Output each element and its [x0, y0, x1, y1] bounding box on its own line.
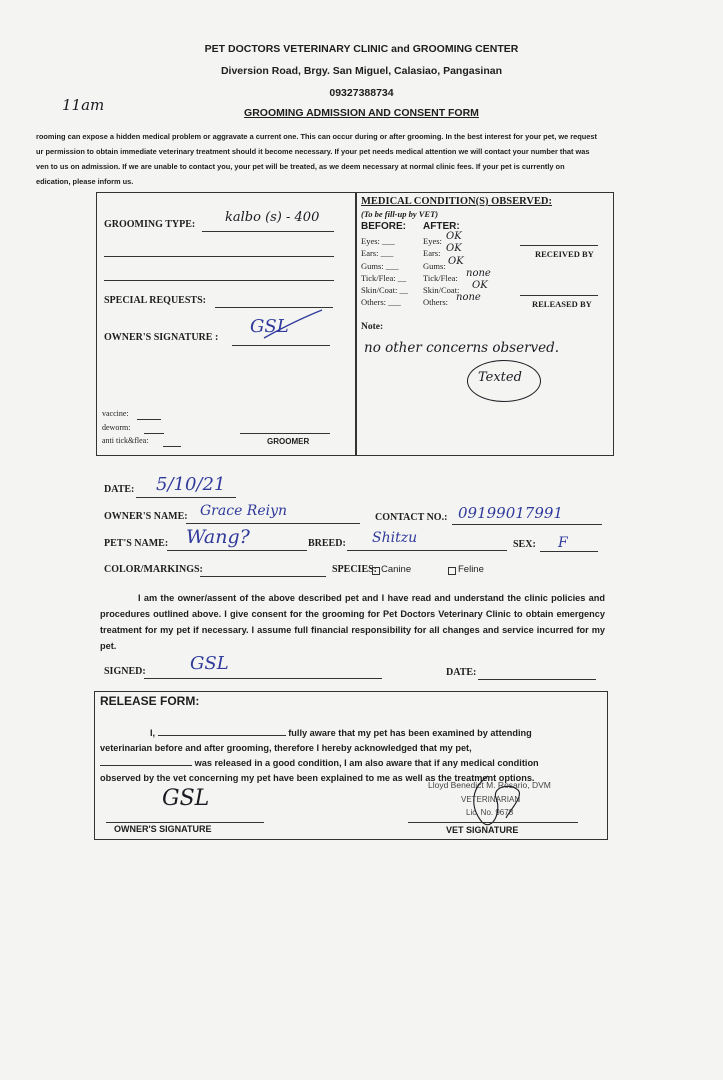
- owner-signature-value[interactable]: GSL: [250, 316, 289, 337]
- note-label: Note:: [361, 322, 384, 332]
- signed-line: [144, 677, 382, 679]
- groomer-line: [240, 432, 330, 434]
- before-item: Eyes: ___: [361, 236, 395, 246]
- before-label: BEFORE:: [361, 221, 406, 232]
- released-by-line: [520, 294, 598, 296]
- owner-name-label: OWNER'S NAME:: [104, 511, 188, 522]
- released-by-label: RELEASED BY: [532, 299, 592, 309]
- before-item: Ears: ___: [361, 248, 394, 259]
- release-line: was released in a good condition, I am also aware that if any medical condition: [100, 756, 602, 771]
- date-line: [136, 496, 236, 498]
- color-markings-label: COLOR/MARKINGS:: [104, 564, 203, 575]
- signature-stroke-icon: [262, 308, 326, 344]
- after-value[interactable]: OK: [446, 231, 462, 242]
- after-value[interactable]: OK: [472, 280, 488, 292]
- sex-value[interactable]: F: [558, 535, 568, 551]
- intro-line: rooming can expose a hidden medical problem or aggravate a current one. This can occur during or after grooming. In the best interest for your pet, we request: [36, 132, 597, 141]
- after-value[interactable]: none: [466, 267, 491, 279]
- owner-name-value[interactable]: Grace Reiyn: [200, 503, 288, 519]
- canine-checkbox[interactable]: [372, 567, 380, 575]
- grooming-type-line: [202, 230, 334, 232]
- after-value[interactable]: none: [456, 292, 481, 304]
- special-requests-label: SPECIAL REQUESTS:: [104, 295, 206, 306]
- contact-line: [452, 523, 602, 525]
- after-values: [446, 231, 491, 305]
- after-item: Gums:: [423, 260, 446, 271]
- after-item: Ears:: [423, 248, 441, 259]
- grooming-type-label: GROOMING TYPE:: [104, 219, 196, 230]
- antitick-label: anti tick&flea:: [102, 436, 149, 445]
- feline-label: Feline: [458, 564, 484, 575]
- release-owner-blank[interactable]: [158, 726, 286, 736]
- signed-date-line[interactable]: [478, 678, 596, 680]
- clinic-address: Diversion Road, Brgy. San Miguel, Calasiao, Pangasinan: [220, 65, 503, 77]
- date-value[interactable]: 5/10/21: [156, 474, 226, 495]
- box-divider: [355, 193, 357, 455]
- pet-name-value[interactable]: Wang?: [186, 526, 250, 548]
- owner-signature-line: [232, 344, 330, 346]
- sex-line: [540, 550, 598, 552]
- vaccine-line: [137, 418, 161, 420]
- signed-label: SIGNED:: [104, 666, 146, 677]
- margin-note: 11am: [62, 96, 105, 114]
- vet-signature-line: [408, 822, 578, 823]
- feline-checkbox[interactable]: [448, 567, 456, 575]
- vet-license: Lic. No. 9678: [466, 808, 514, 817]
- texted-note: Texted: [478, 370, 522, 385]
- intro-paragraph: [36, 129, 686, 189]
- release-line: veterinarian before and after grooming, therefore I hereby acknowledged that my pet,: [100, 743, 472, 753]
- clinic-name: PET DOCTORS VETERINARY CLINIC and GROOMING CENTER: [204, 43, 519, 55]
- vet-name: Lloyd Benedict M. Rosario, DVM: [428, 780, 551, 790]
- medical-title: MEDICAL CONDITION(S) OBSERVED:: [361, 196, 552, 207]
- clinic-phone: 09327388734: [329, 87, 394, 99]
- after-label: AFTER:: [423, 221, 460, 232]
- before-item: Skin/Coat: __: [361, 285, 408, 296]
- after-item: Eyes:: [423, 236, 442, 246]
- contact-label: CONTACT NO.:: [375, 512, 448, 523]
- after-item: Skin/Coat:: [423, 285, 460, 296]
- medical-subtitle: (To be fill-up by VET): [361, 209, 439, 219]
- after-item: Tick/Flea:: [423, 272, 458, 283]
- vet-sig-label: VET SIGNATURE: [446, 825, 519, 835]
- deworm-line: [144, 432, 164, 434]
- form-title: GROOMING ADMISSION AND CONSENT FORM: [244, 107, 479, 119]
- owner-signature-label: OWNER'S SIGNATURE :: [104, 332, 219, 343]
- owner-name-line: [186, 522, 360, 524]
- intro-line: edication, please inform us.: [36, 177, 134, 186]
- pet-name-label: PET'S NAME:: [104, 538, 169, 549]
- release-pet-blank[interactable]: [100, 756, 192, 766]
- breed-line: [347, 549, 507, 551]
- release-title: RELEASE FORM:: [100, 694, 200, 708]
- signed-value[interactable]: GSL: [190, 653, 229, 674]
- date-label: DATE:: [104, 484, 135, 495]
- consent-paragraph: I am the owner/assent of the above described pet and I have read and understand the clinic policies and procedures outlined above. I give consent for the grooming for Pet Doctors Veterinary Clinic to obtain emergency treatment for my pet if necessary. I assume full financial responsibility for all changes and service incurred for my pet.: [100, 593, 605, 651]
- pet-name-line: [167, 549, 307, 551]
- signed-date-label: DATE:: [446, 667, 477, 678]
- after-value[interactable]: OK: [446, 243, 462, 255]
- species-label: SPECIES:: [332, 564, 378, 575]
- release-owner-signature[interactable]: GSL: [162, 786, 210, 811]
- before-item: Others: ___: [361, 297, 401, 308]
- grooming-type-value[interactable]: kalbo (s) - 400: [225, 210, 320, 225]
- groomer-label: GROOMER: [267, 437, 310, 446]
- received-by-line: [520, 244, 598, 246]
- breed-value[interactable]: Shitzu: [372, 530, 418, 546]
- release-line: observed by the vet concerning my pet have been explained to me as well as the treatment options.: [100, 773, 535, 783]
- antitick-line: [163, 445, 181, 447]
- received-by-label: RECEIVED BY: [535, 249, 594, 259]
- owner-signature-line-release: [106, 822, 264, 823]
- intro-line: ven to us on admission. If we are unable to contact you, your pet will be treated, as we deem necessary at normal clinic fees. If your pet is currently on: [36, 162, 565, 171]
- grooming-extra-line: [104, 255, 334, 257]
- canine-label: Canine: [381, 564, 412, 575]
- intro-line: ur permission to obtain immediate veterinary treatment should it become necessary. If your pet needs medical attention we will contact your number that was: [36, 147, 590, 156]
- grooming-extra-line: [104, 279, 334, 281]
- sex-label: SEX:: [513, 539, 536, 550]
- vet-title: VETERINARIAN: [461, 795, 521, 804]
- after-value[interactable]: OK: [448, 255, 464, 267]
- form-title-wrap: [0, 107, 723, 119]
- note-value[interactable]: no other concerns observed.: [364, 340, 560, 356]
- deworm-label: deworm:: [102, 423, 131, 432]
- before-item: Gums: ___: [361, 260, 399, 271]
- before-item: Tick/Flea: __: [361, 272, 407, 283]
- before-list: [361, 235, 408, 309]
- release-owner-sig-label: OWNER'S SIGNATURE: [114, 824, 212, 834]
- after-item: Others:: [423, 297, 449, 308]
- contact-value[interactable]: 09199017991: [458, 504, 563, 522]
- vaccine-label: vaccine:: [102, 409, 129, 418]
- breed-label: BREED:: [308, 538, 346, 549]
- color-markings-line[interactable]: [200, 575, 326, 577]
- release-line: I, fully aware that my pet has been examined by attending: [150, 728, 532, 738]
